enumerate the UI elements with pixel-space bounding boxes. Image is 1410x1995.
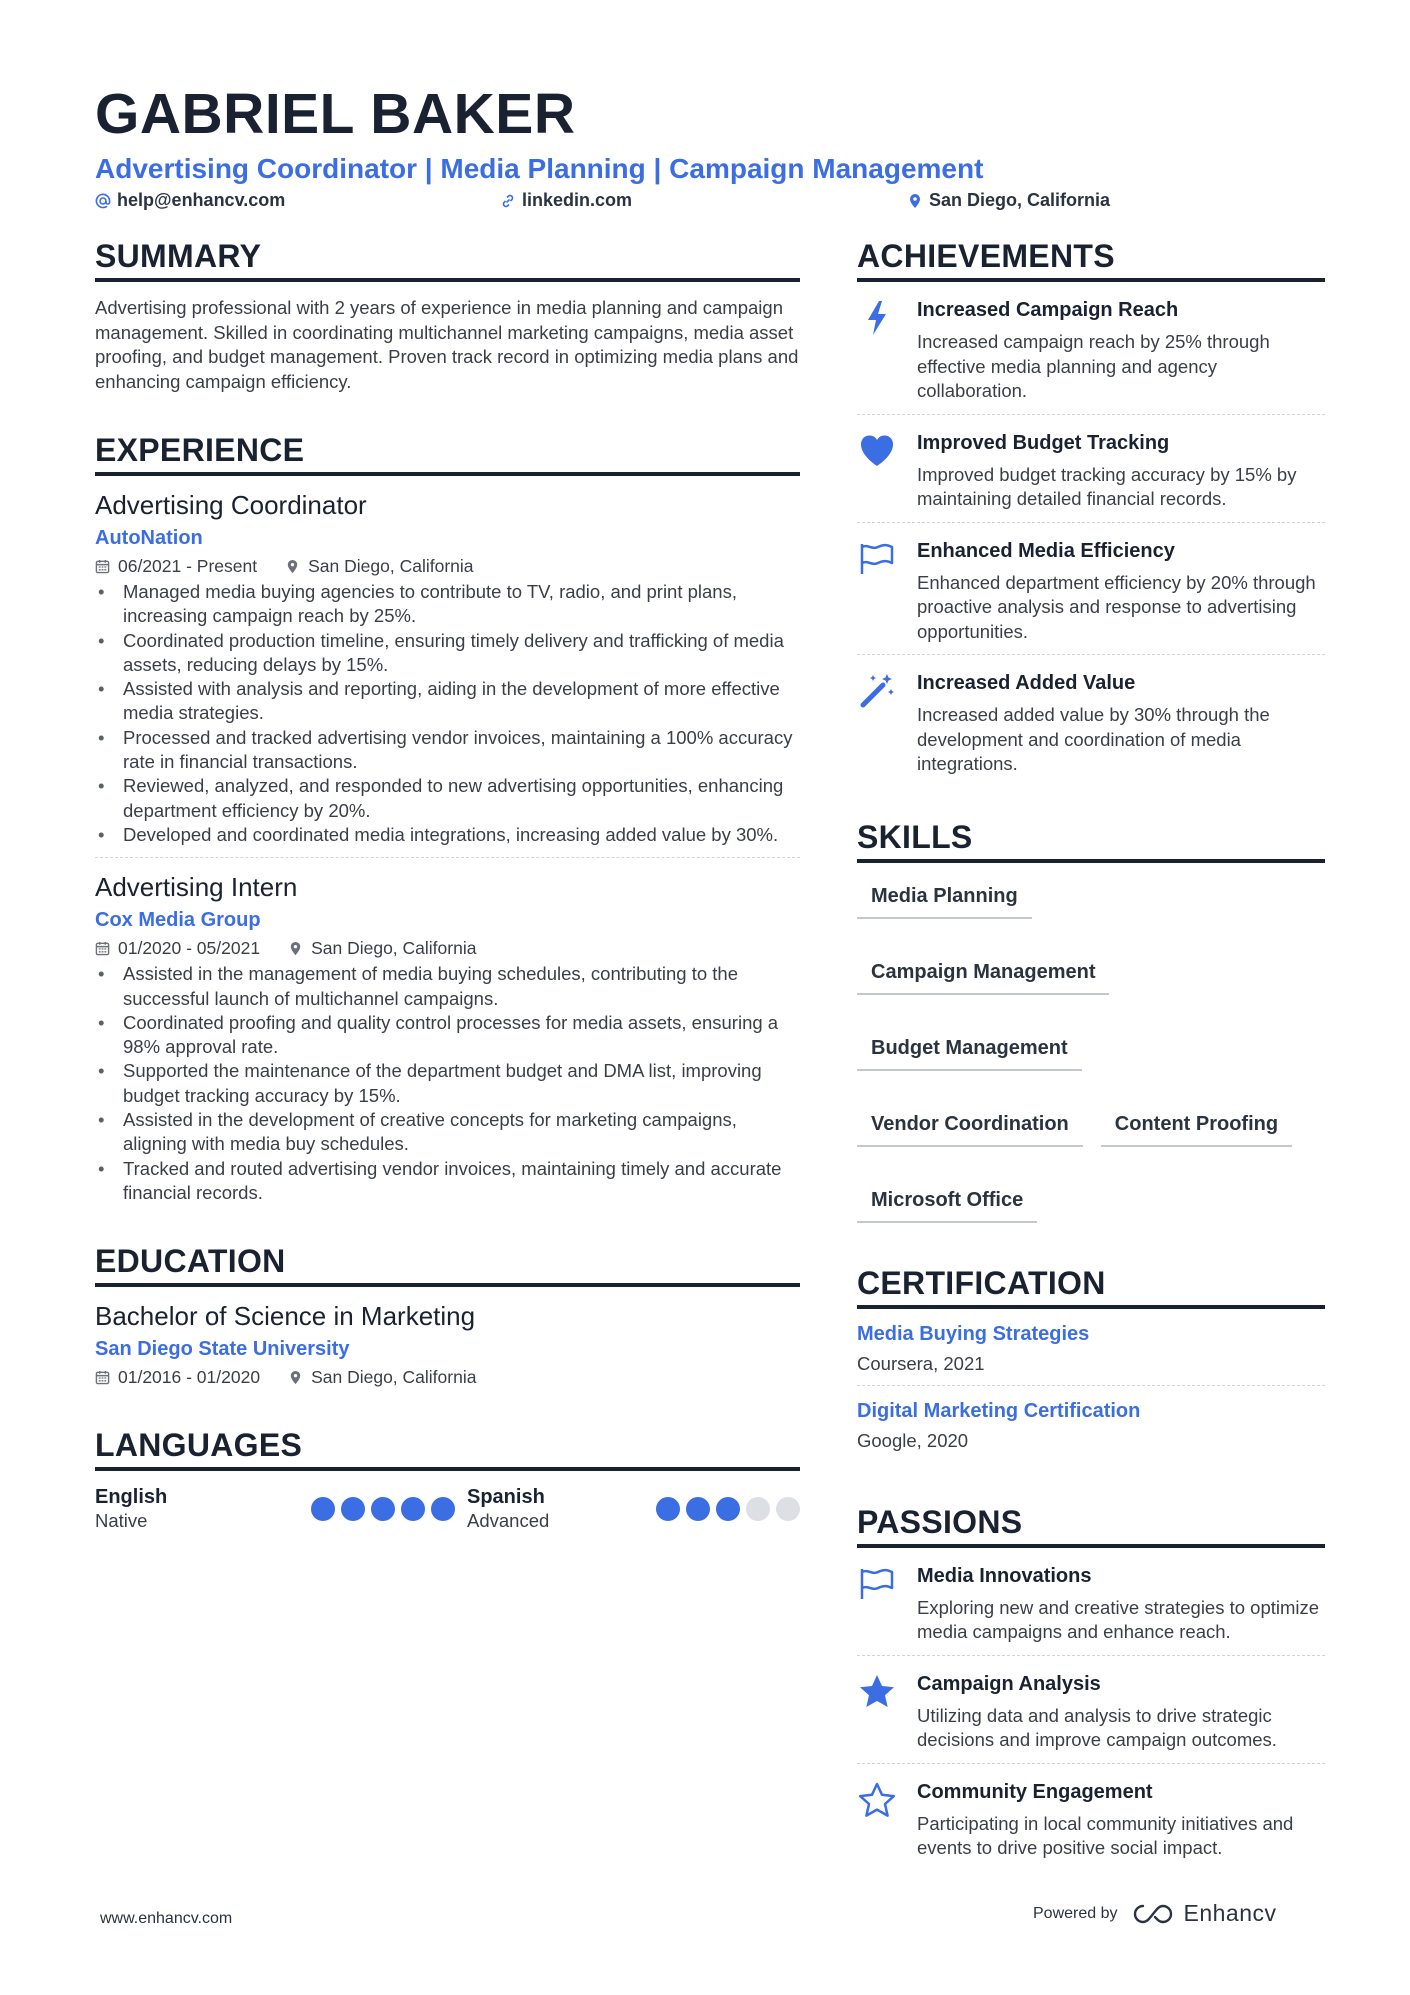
achievement-title: Increased Added Value [917, 672, 1136, 694]
passion-item [857, 1548, 1325, 1655]
footer-website[interactable]: www.enhancv.com [100, 1910, 233, 1927]
footer-brand [1033, 1900, 1277, 1927]
bullet-item: • Assisted in the development of creative concepts for marketing campaigns, aligning with media buy schedules. [95, 1108, 800, 1157]
language-level: Advanced [467, 1510, 550, 1532]
job-dates: 06/2021 - Present [118, 556, 258, 576]
calendar-icon [95, 941, 110, 956]
education-dates: 01/2016 - 01/2020 [118, 1367, 261, 1388]
flag-icon [857, 539, 897, 579]
certification-item [857, 1309, 1325, 1385]
bullet-item: • Reviewed, analyzed, and responded to new advertising opportunities, enhancing department efficiency by 20%. [95, 774, 800, 823]
location-pin-icon [288, 941, 303, 956]
passion-desc: Participating in local community initiatives and events to drive positive social impact. [917, 1812, 1294, 1858]
linkedin-text: linkedin.com [522, 190, 633, 210]
bullet-item: • Supported the maintenance of the department budget and DMA list, improving budget tracking accuracy by 15%. [95, 1059, 800, 1108]
skill-tag: Media Planning [857, 875, 1032, 919]
certification-section [857, 1263, 1325, 1462]
job-title: Advertising Intern [95, 872, 298, 903]
language-name: English [95, 1486, 168, 1509]
heart-icon [857, 431, 897, 471]
achievement-desc: Increased campaign reach by 25% through effective media planning and agency collaboration. [917, 331, 1270, 401]
certification-issuer: Coursera, 2021 [857, 1352, 985, 1374]
language-item [95, 1485, 467, 1533]
certification-item [857, 1386, 1325, 1462]
rating-dot-filled [686, 1497, 710, 1521]
achievement-title: Improved Budget Tracking [917, 431, 1170, 454]
brand-logo[interactable] [1130, 1900, 1277, 1927]
link-icon [500, 193, 516, 209]
job-bullets [95, 580, 800, 847]
languages-section [95, 1425, 800, 1533]
skills-section [857, 817, 1325, 1223]
rating-dot-filled [716, 1497, 740, 1521]
achievements-section [857, 236, 1325, 787]
bullet-item: • Coordinated proofing and quality control processes for media assets, ensuring a 98% approval rate. [95, 1011, 800, 1060]
flag-icon [857, 1564, 897, 1604]
job-meta [95, 554, 800, 578]
location-pin-icon [907, 193, 923, 209]
job-entry [95, 870, 800, 1205]
job-meta [95, 936, 800, 960]
degree-title: Bachelor of Science in Marketing [95, 1301, 476, 1332]
rating-dot-empty [776, 1497, 800, 1521]
headline: Advertising Coordinator | Media Planning | Campaign Management [95, 153, 984, 184]
job-entry [95, 488, 800, 847]
passion-item [857, 1656, 1325, 1763]
education-title: EDUCATION [95, 1241, 800, 1287]
skill-tag: Budget Management [857, 1027, 1082, 1071]
education-location: San Diego, California [311, 1367, 477, 1388]
bullet-item: • Tracked and routed advertising vendor invoices, maintaining timely and accurate financial records. [95, 1157, 800, 1206]
job-bullets [95, 962, 800, 1205]
achievements-title: ACHIEVEMENTS [857, 236, 1325, 282]
rating-dot-filled [371, 1497, 395, 1521]
language-level: Native [95, 1510, 148, 1532]
job-location: San Diego, California [308, 556, 474, 576]
bullet-item: • Coordinated production timeline, ensuring timely delivery and trafficking of media assets, reducing delays by 15%. [95, 629, 800, 678]
email-contact[interactable] [95, 190, 285, 211]
lightning-icon [857, 298, 897, 338]
bullet-item: • Assisted in the management of media buying schedules, contributing to the successful launch of multichannel campaigns. [95, 962, 800, 1011]
passion-title: Media Innovations [917, 1564, 1092, 1587]
language-rating [656, 1497, 800, 1533]
certification-name: Digital Marketing Certification [857, 1399, 1141, 1422]
location-pin-icon [288, 1370, 303, 1385]
experience-section [95, 430, 800, 1205]
experience-title: EXPERIENCE [95, 430, 800, 476]
rating-dot-filled [341, 1497, 365, 1521]
rating-dot-filled [311, 1497, 335, 1521]
summary-title: SUMMARY [95, 236, 800, 282]
skill-tag: Vendor Coordination [857, 1103, 1083, 1147]
bullet-item: • Managed media buying agencies to contribute to TV, radio, and print plans, increasing campaign reach by 25%. [95, 580, 800, 629]
rating-dot-filled [401, 1497, 425, 1521]
achievement-item [857, 282, 1325, 414]
language-item [467, 1485, 800, 1533]
candidate-name: GABRIEL BAKER [95, 82, 576, 146]
calendar-icon [95, 1370, 110, 1385]
at-icon [95, 193, 111, 209]
summary-section [95, 236, 800, 394]
certification-name: Media Buying Strategies [857, 1322, 1090, 1345]
email-text: help@enhancv.com [117, 190, 286, 210]
bullet-item: • Processed and tracked advertising vendor invoices, maintaining a 100% accuracy rate in financial transactions. [95, 726, 800, 775]
right-column [857, 236, 1325, 1901]
languages-list [95, 1485, 800, 1533]
star-outline-icon [857, 1780, 897, 1820]
skill-tag: Content Proofing [1101, 1103, 1292, 1147]
certification-issuer: Google, 2020 [857, 1429, 969, 1451]
magic-wand-icon [857, 671, 897, 711]
rating-dot-empty [746, 1497, 770, 1521]
star-filled-icon [857, 1672, 897, 1712]
achievement-title: Enhanced Media Efficiency [917, 539, 1175, 562]
enhancv-logo-icon [1130, 1901, 1176, 1927]
linkedin-contact[interactable] [500, 190, 632, 211]
passions-section [857, 1502, 1325, 1871]
brand-name: Enhancv [1183, 1900, 1277, 1926]
left-column [95, 236, 800, 1563]
passions-title: PASSIONS [857, 1502, 1325, 1548]
education-meta [95, 1365, 800, 1389]
passion-title: Campaign Analysis [917, 1672, 1101, 1695]
passion-desc: Utilizing data and analysis to drive strategic decisions and improve campaign outcomes. [917, 1704, 1277, 1750]
languages-title: LANGUAGES [95, 1425, 800, 1471]
education-section [95, 1241, 800, 1389]
skills-list [857, 875, 1325, 1223]
certification-title: CERTIFICATION [857, 1263, 1325, 1309]
school-name: San Diego State University [95, 1338, 350, 1361]
rating-dot-filled [656, 1497, 680, 1521]
skills-title: SKILLS [857, 817, 1325, 863]
education-entry [95, 1299, 800, 1389]
passion-title: Community Engagement [917, 1780, 1153, 1803]
language-name: Spanish [467, 1486, 545, 1509]
achievement-title: Increased Campaign Reach [917, 299, 1179, 321]
powered-by-text: Powered by [1033, 1904, 1118, 1922]
rating-dot-filled [431, 1497, 455, 1521]
contact-bar [95, 190, 1325, 218]
job-dates: 01/2020 - 05/2021 [118, 938, 261, 959]
company-name: Cox Media Group [95, 909, 261, 932]
skill-tag: Campaign Management [857, 951, 1109, 995]
achievement-desc: Improved budget tracking accuracy by 15% by maintaining detailed financial records. [917, 463, 1297, 509]
company-name: AutoNation [95, 527, 203, 549]
job-title: Advertising Coordinator [95, 490, 367, 520]
passion-desc: Exploring new and creative strategies to optimize media campaigns and enhance reach. [917, 1596, 1320, 1642]
achievement-item [857, 523, 1325, 655]
header [95, 80, 1325, 218]
location-text: San Diego, California [929, 190, 1111, 210]
achievement-desc: Enhanced department efficiency by 20% through proactive analysis and response to advertising opportunities. [917, 571, 1316, 642]
divider [95, 857, 800, 858]
skill-tag: Microsoft Office [857, 1179, 1037, 1223]
passion-item [857, 1764, 1325, 1871]
calendar-icon [95, 559, 110, 574]
achievement-desc: Increased added value by 30% through the development and coordination of media integrations. [917, 704, 1270, 774]
bullet-item: • Assisted with analysis and reporting, aiding in the development of more effective media strategies. [95, 677, 800, 726]
summary-text: Advertising professional with 2 years of experience in media planning and campaign management. Skilled in coordinating multichannel marketing campaigns, media asset proofing, and budget management. Proven track record in optimizing media plans and enhancing campaign efficiency. [95, 297, 799, 392]
achievement-item [857, 655, 1325, 787]
achievement-item [857, 415, 1325, 522]
job-location: San Diego, California [311, 938, 477, 959]
bullet-item: • Developed and coordinated media integrations, increasing added value by 30%. [95, 823, 800, 847]
language-rating [311, 1497, 455, 1533]
location-contact [907, 190, 1110, 211]
location-pin-icon [285, 559, 300, 574]
